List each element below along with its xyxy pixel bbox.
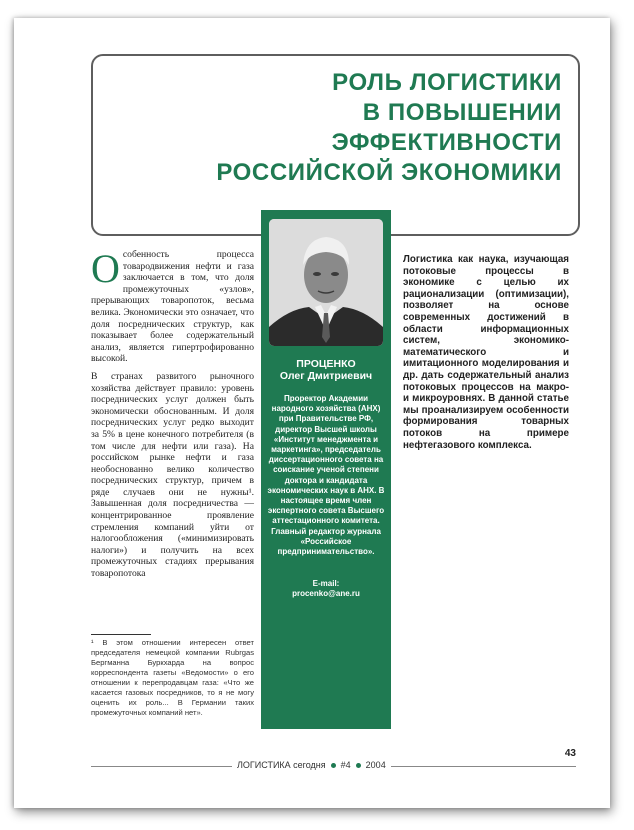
author-photo [269,219,383,346]
magazine-page [14,18,610,808]
title-line: В ПОВЫШЕНИИ [362,99,562,126]
drop-cap: О [91,246,120,291]
page-number: 43 [564,748,576,759]
email-label: E-mail: [312,579,340,588]
author-name [265,358,387,382]
author-sidebar [261,210,391,729]
title-line: РОЛЬ ЛОГИСТИКИ [332,69,562,96]
paragraph-1 [91,246,254,365]
issue-year: 2004 [365,760,386,770]
paragraph-1-text: собенность процесса товародвижения нефти и газа заключается в том, что доля промежуточных «узлов», прерывающих товаропоток, весьма велика. Экономически это означает, что доля посреднических структур, как показывает более содержательный анализ, является гипертрофированно высокой. [91,249,254,365]
title-line: РОССИЙСКОЙ ЭКОНОМИКИ [216,159,562,186]
article-title [216,68,562,188]
author-given-name: Олег Дмитриевич [279,370,373,382]
page-footer [91,748,576,774]
body-column [91,246,254,580]
author-bio: Проректор Академии народного хозяйства (АНХ) при Правительстве РФ, директор Высшей школы «Институт менеджмента и маркетинга», председатель диссертационного совета на соискание ученой степени доктора и кандидата экономических наук в АНХ. В настоящее время член экспертного совета Высшего аттестационного комитета. Главный редактор журнала «Российское предпринимательство». [267,394,385,557]
title-box [91,54,580,236]
bullet-icon [331,763,336,768]
title-line: ЭФФЕКТИВНОСТИ [331,129,562,156]
email-link[interactable]: procenko@ane.ru [292,589,360,599]
bullet-icon [356,763,361,768]
author-surname: ПРОЦЕНКО [296,358,356,370]
journal-name: ЛОГИСТИКА сегодня [237,760,326,770]
lead-paragraph: Логистика как наука, изучающая потоковые процессы в экономике с целью их рационализации (оптимизации), позволяет на основе современных достижений в области информационных систем, экономико-математического и имитационного моделирования и др. дать содержательный анализ потоковых процессов на макро- и микроуровнях. В данной статье мы проанализируем особенности формирования товарных потоков на примере нефтегазового комплекса. [403,254,569,451]
footnote-rule [91,634,151,635]
portrait-icon [269,219,383,346]
footnote: ¹ В этом отношении интересен ответ председателя немецкой компании Rubrgas Бергманна Буркхарда на вопрос корреспондента газеты «Ведомости» о его отношении к перепродавцам газа: «Что же касается газовых посредников, то я не могу оценить их роль... В Германии таких промежуточных компаний нет». [91,638,254,717]
author-contact [265,579,387,599]
issue-number: #4 [340,760,351,770]
journal-info [232,760,391,770]
paragraph-2: В странах развитого рыночного хозяйства действует правило: уровень посреднических услуг должен быть экономически обоснованным. И доля посреднических услуг редко выходит за 5% в цене конечного потребителя (в том числе для нефти или газа). На российском рынке нефти и газа необоснованно велико количество посреднических структур, причем в ряде случаев они не нужны¹. Завышенная доля посредничества — концентрированное проявление стремления компаний уйти от налогообложения («минимизировать налоги») и получить на всех промежуточных стадиях прерывания товаропотока [91,370,254,580]
